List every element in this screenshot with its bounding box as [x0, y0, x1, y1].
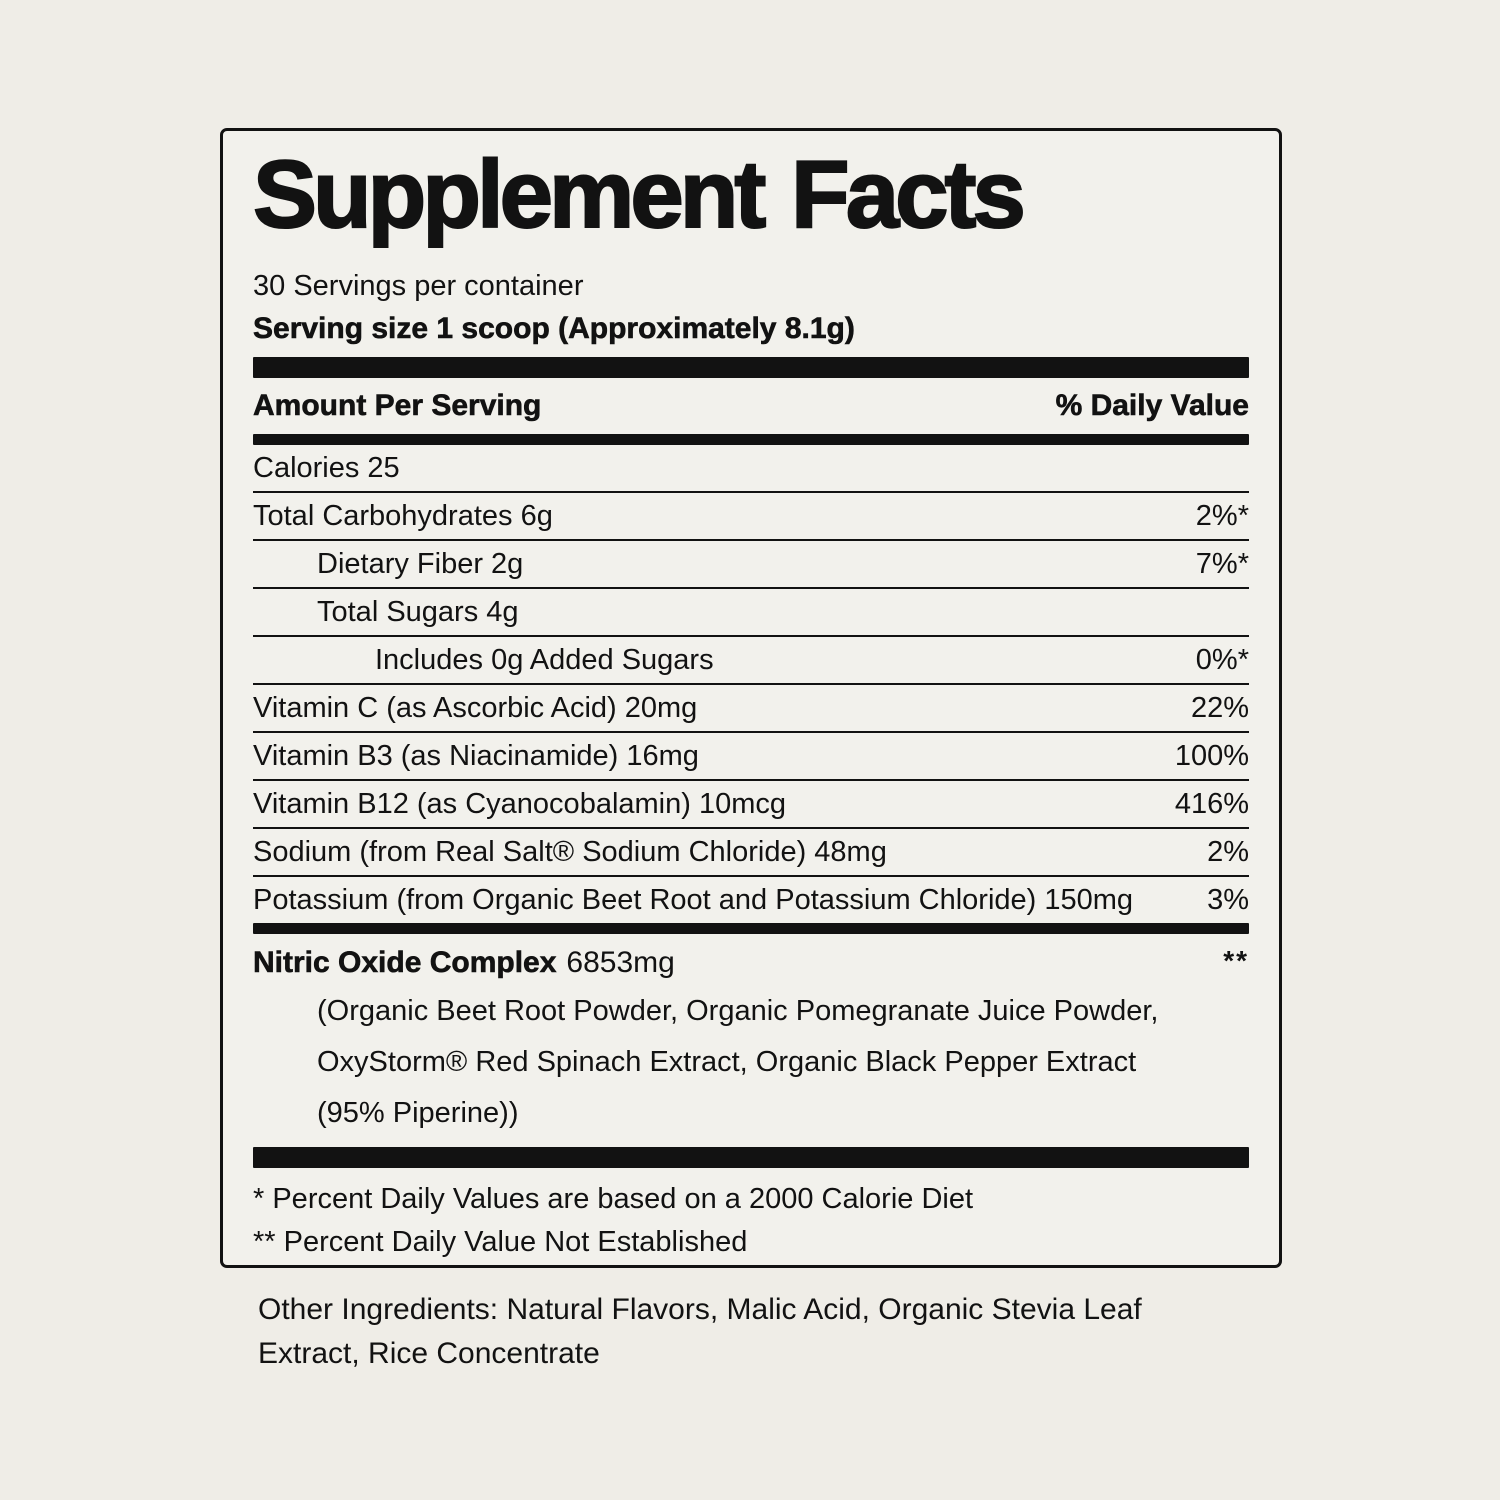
nutrient-row — [253, 493, 1249, 541]
column-headers — [253, 378, 1249, 434]
daily-value: 0%* — [1195, 643, 1249, 676]
nutrient-row — [253, 829, 1249, 877]
nutrient-row — [253, 589, 1249, 637]
nutrient-name: Vitamin B12 (as Cyanocobalamin) 10mcg — [253, 787, 787, 820]
nutrient-name: Total Carbohydrates 6g — [253, 499, 553, 532]
complex-ingredient-line: (Organic Beet Root Powder, Organic Pomegranate Juice Powder, — [317, 995, 1159, 1027]
complex-daily-value-mark: ** — [1223, 945, 1249, 976]
other-ingredients: Other Ingredients: Natural Flavors, Malic Acid, Organic Stevia Leaf Extract, Rice Concentrate — [258, 1293, 1142, 1370]
daily-value: 3% — [1207, 883, 1249, 916]
daily-value: 416% — [1174, 787, 1249, 820]
divider-bar-medium-lower — [253, 923, 1249, 934]
servings-per-container: 30 Servings per container — [253, 270, 584, 302]
supplement-facts-panel — [220, 128, 1282, 1268]
nutrient-row — [253, 781, 1249, 829]
daily-value: 2% — [1207, 835, 1249, 868]
complex-amount: 6853mg — [566, 946, 675, 979]
nutrient-name: Total Sugars 4g — [317, 595, 519, 628]
nutrient-name: Vitamin C (as Ascorbic Acid) 20mg — [253, 691, 698, 724]
nutrient-row — [253, 733, 1249, 781]
divider-bar-medium-upper — [253, 434, 1249, 445]
divider-bar-thick-bottom — [253, 1147, 1249, 1168]
footnote-not-established: ** Percent Daily Value Not Established — [253, 1226, 748, 1258]
nutrient-name: Dietary Fiber 2g — [317, 547, 524, 580]
divider-bar-thick-top — [253, 357, 1249, 378]
nutrient-name: Sodium (from Real Salt® Sodium Chloride) 48mg — [253, 835, 887, 868]
nutrient-name: Calories 25 — [253, 451, 400, 484]
nutrient-row — [253, 877, 1249, 923]
nutrient-row — [253, 685, 1249, 733]
amount-per-serving-header: Amount Per Serving — [253, 389, 542, 422]
complex-name: Nitric Oxide Complex — [253, 946, 557, 979]
panel-title: Supplement Facts — [253, 141, 1022, 248]
daily-value: 22% — [1190, 691, 1249, 724]
footnote-daily-values: * Percent Daily Values are based on a 2000 Calorie Diet — [253, 1183, 974, 1215]
nutrient-rows — [253, 445, 1249, 923]
serving-size: Serving size 1 scoop (Approximately 8.1g) — [253, 312, 855, 345]
daily-value: 2%* — [1195, 499, 1249, 532]
complex-ingredient-list — [253, 986, 1249, 1139]
daily-value-header: % Daily Value — [1055, 389, 1249, 422]
nutrient-name: Potassium (from Organic Beet Root and Potassium Chloride) 150mg — [253, 883, 1134, 916]
nutrient-row — [253, 637, 1249, 685]
nutrient-name: Vitamin B3 (as Niacinamide) 16mg — [253, 739, 699, 772]
nutrient-name: Includes 0g Added Sugars — [375, 643, 714, 676]
nitric-oxide-complex-row — [253, 934, 1249, 982]
complex-ingredient-line: OxyStorm® Red Spinach Extract, Organic Black Pepper Extract — [317, 1046, 1137, 1078]
daily-value: 100% — [1174, 739, 1249, 772]
complex-ingredient-line: (95% Piperine)) — [317, 1097, 519, 1129]
nutrient-row — [253, 445, 1249, 493]
daily-value: 7%* — [1195, 547, 1249, 580]
nutrient-row — [253, 541, 1249, 589]
